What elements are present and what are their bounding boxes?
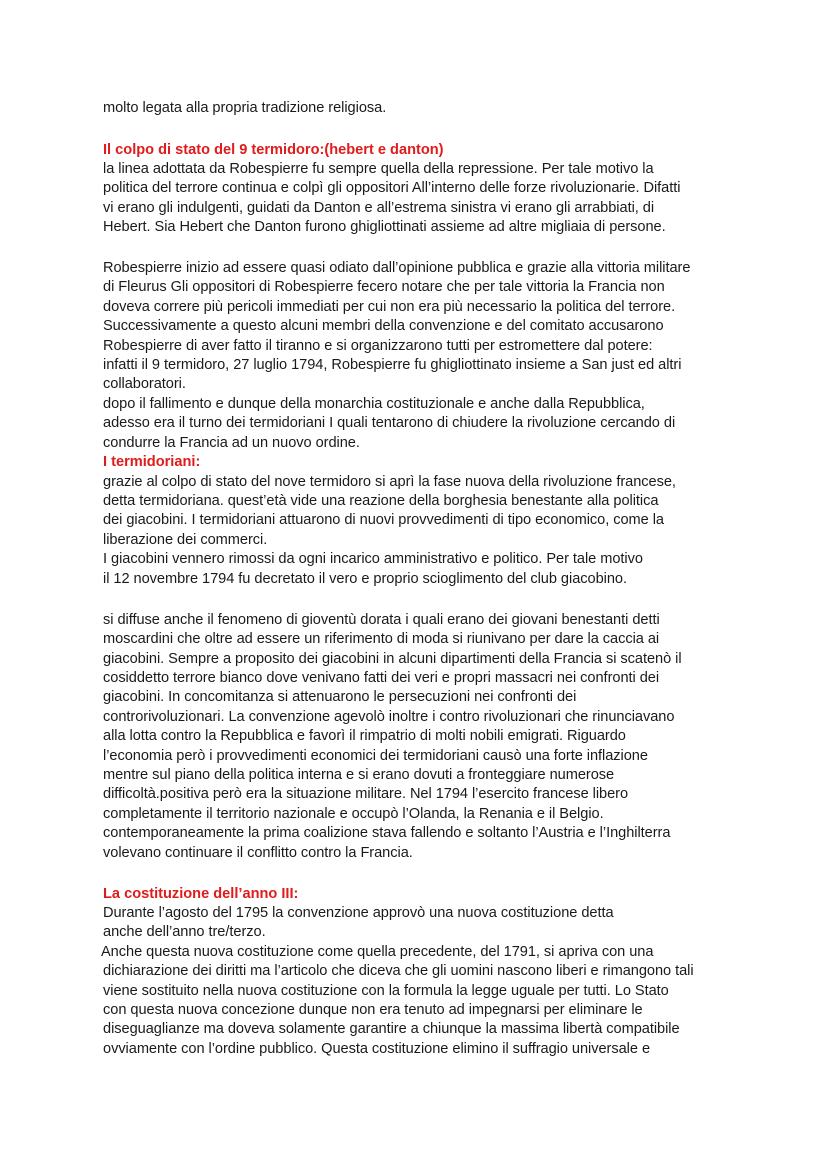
paragraph-line: dopo il fallimento e dunque della monarchia costituzionale e anche dalla Repubblica,: [103, 396, 645, 412]
paragraph-line: ovviamente con l’ordine pubblico. Questa costituzione elimino il suffragio universale e: [103, 1041, 651, 1057]
paragraph-line: contemporaneamente la prima coalizione stava fallendo e soltanto l’Austria e l’Inghilterra: [103, 825, 671, 841]
paragraph-line: condurre la Francia ad un nuovo ordine.: [103, 435, 360, 451]
paragraph-line: vi erano gli indulgenti, guidati da Danton e all’estrema sinistra vi erano gli arrabbiati, di: [103, 200, 655, 216]
paragraph-line: Hebert. Sia Hebert che Danton furono ghigliottinati assieme ad altre migliaia di persone.: [103, 219, 666, 235]
paragraph-line: grazie al colpo di stato del nove termidoro si aprì la fase nuova della rivoluzione francese,: [103, 474, 676, 490]
paragraph-line: con questa nuova concezione dunque non era tenuto ad impegnarsi per eliminare le: [103, 1002, 643, 1018]
paragraph-line: viene sostituito nella nuova costituzione con la formula la legge uguale per tutti. Lo Stato: [103, 983, 669, 999]
paragraph-line: l’economia però i provvedimenti economici dei termidoriani causò una forte inflazione: [103, 748, 648, 764]
paragraph-line: di Fleurus Gli oppositori di Robespierre fecero notare che per tale vittoria la Francia non: [103, 279, 665, 295]
section-heading-termidoriani: I termidoriani:: [103, 454, 201, 470]
paragraph-line: volevano continuare il conflitto contro la Francia.: [103, 845, 413, 861]
paragraph-line: si diffuse anche il fenomeno di gioventù dorata i quali erano dei giovani benestanti detti: [103, 612, 660, 628]
paragraph-line: alla lotta contro la Repubblica e favorì il rimpatrio di molti nobili emigrati. Riguardo: [103, 728, 626, 744]
paragraph-line: infatti il 9 termidoro, 27 luglio 1794, Robespierre fu ghigliottinato insieme a San just ed altri: [103, 357, 682, 373]
paragraph-line: detta termidoriana. quest’età vide una reazione della borghesia benestante alla politica: [103, 493, 659, 509]
paragraph-line: liberazione dei commerci.: [103, 532, 268, 548]
paragraph-line: il 12 novembre 1794 fu decretato il vero e proprio scioglimento del club giacobino.: [103, 571, 627, 587]
paragraph-line: Durante l’agosto del 1795 la convenzione approvò una nuova costituzione detta: [103, 905, 614, 921]
paragraph-line: dei giacobini. I termidoriani attuarono di nuovi provvedimenti di tipo economico, come la: [103, 512, 664, 528]
paragraph-line: diseguaglianze ma doveva solamente garantire a chiunque la massima libertà compatibile: [103, 1021, 680, 1037]
paragraph-line: anche dell’anno tre/terzo.: [103, 924, 266, 940]
section-heading-costituzione-anno-iii: La costituzione dell’anno III:: [103, 886, 299, 902]
paragraph-line: I giacobini vennero rimossi da ogni incarico amministrativo e politico. Per tale motivo: [103, 551, 643, 567]
paragraph-line: politica del terrore continua e colpì gli oppositori All’interno delle forze rivoluzionarie. Difatti: [103, 180, 681, 196]
paragraph-line: adesso era il turno dei termidoriani I quali tentarono di chiudere la rivoluzione cercando di: [103, 415, 676, 431]
paragraph-line: doveva correre più pericoli immediati per cui non era più necessario la politica del terrore.: [103, 299, 676, 315]
intro-line: molto legata alla propria tradizione religiosa.: [103, 100, 387, 116]
paragraph-line: moscardini che oltre ad essere un riferimento di moda si riunivano per dare la caccia ai: [103, 631, 660, 647]
paragraph-line: completamente il territorio nazionale e occupò l’Olanda, la Renania e il Belgio.: [103, 806, 604, 822]
paragraph-line: mentre sul piano della politica interna e si erano dovuti a fronteggiare numerose: [103, 767, 615, 783]
paragraph-line: dichiarazione dei diritti ma l’articolo che diceva che gli uomini nascono liberi e rimangono tali: [103, 963, 694, 979]
paragraph-line: difficoltà.positiva però era la situazione militare. Nel 1794 l’esercito francese libero: [103, 786, 629, 802]
paragraph-line: Robespierre di aver fatto il tiranno e si organizzarono tutti per estromettere dal potere:: [103, 338, 653, 354]
paragraph-line: la linea adottata da Robespierre fu sempre quella della repressione. Per tale motivo la: [103, 161, 654, 177]
paragraph-line: Anche questa nuova costituzione come quella precedente, del 1791, si apriva con una: [101, 944, 654, 960]
paragraph-line: Successivamente a questo alcuni membri della convenzione e del comitato accusarono: [103, 318, 664, 334]
section-heading-colpo-di-stato: Il colpo di stato del 9 termidoro:(hebert e danton): [103, 142, 444, 158]
paragraph-line: Robespierre inizio ad essere quasi odiato dall’opinione pubblica e grazie alla vittoria militare: [103, 260, 691, 276]
paragraph-line: controrivoluzionari. La convenzione agevolò inoltre i contro rivoluzionari che rinunciavano: [103, 709, 675, 725]
paragraph-line: giacobini. In concomitanza si attenuarono le persecuzioni nei confronti dei: [103, 689, 577, 705]
paragraph-line: collaboratori.: [103, 376, 186, 392]
paragraph-line: cosiddetto terrore bianco dove venivano fatti dei veri e propri massacri nei confronti dei: [103, 670, 660, 686]
paragraph-line: giacobini. Sempre a proposito dei giacobini in alcuni dipartimenti della Francia si scatenò il: [103, 651, 682, 667]
